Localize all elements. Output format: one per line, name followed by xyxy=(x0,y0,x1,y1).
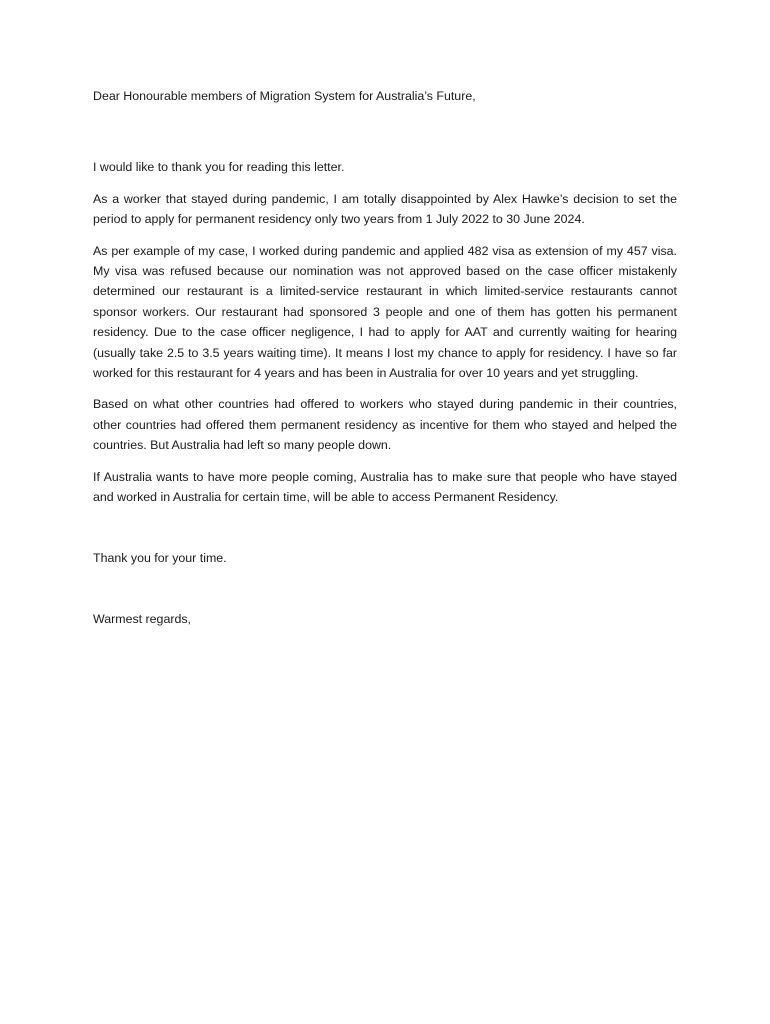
letter-body xyxy=(93,86,677,629)
letter-closing-thanks: Thank you for your time. xyxy=(93,550,227,565)
paragraph-thanks-reading: I would like to thank you for reading this letter. xyxy=(93,160,345,175)
paragraph-case-example: As per example of my case, I worked during pandemic and applied 482 visa as extension of my 457 visa. My visa was refused because our nomination was not approved based on the case officer mistakenly determined our restaurant is a limited-service restaurant in which limited-service restaurants cannot sponsor workers. Our restaurant had sponsored 3 people and one of them has gotten his permanent residency. Due to the case officer negligence, I had to apply for AAT and currently waiting for hearing (usually take 2.5 to 3.5 years waiting time). It means I lost my chance to apply for residency. I have so far worked for this restaurant for 4 years and has been in Australia for over 10 years and yet struggling. xyxy=(93,243,677,381)
paragraph-request: If Australia wants to have more people coming, Australia has to make sure that people who have stayed and worked in Australia for certain time, will be able to access Permanent Residency. xyxy=(93,469,677,505)
paragraph-disappointment: As a worker that stayed during pandemic, I am totally disappointed by Alex Hawke’s decision to set the period to apply for permanent residency only two years from 1 July 2022 to 30 June 2024. xyxy=(93,191,677,227)
letter-signoff: Warmest regards, xyxy=(93,611,191,626)
paragraph-other-countries: Based on what other countries had offered to workers who stayed during pandemic in their countries, other countries had offered them permanent residency as incentive for them who stayed and helped the countries. But Australia had left so many people down. xyxy=(93,397,677,453)
letter-salutation: Dear Honourable members of Migration System for Australia’s Future, xyxy=(93,89,476,103)
